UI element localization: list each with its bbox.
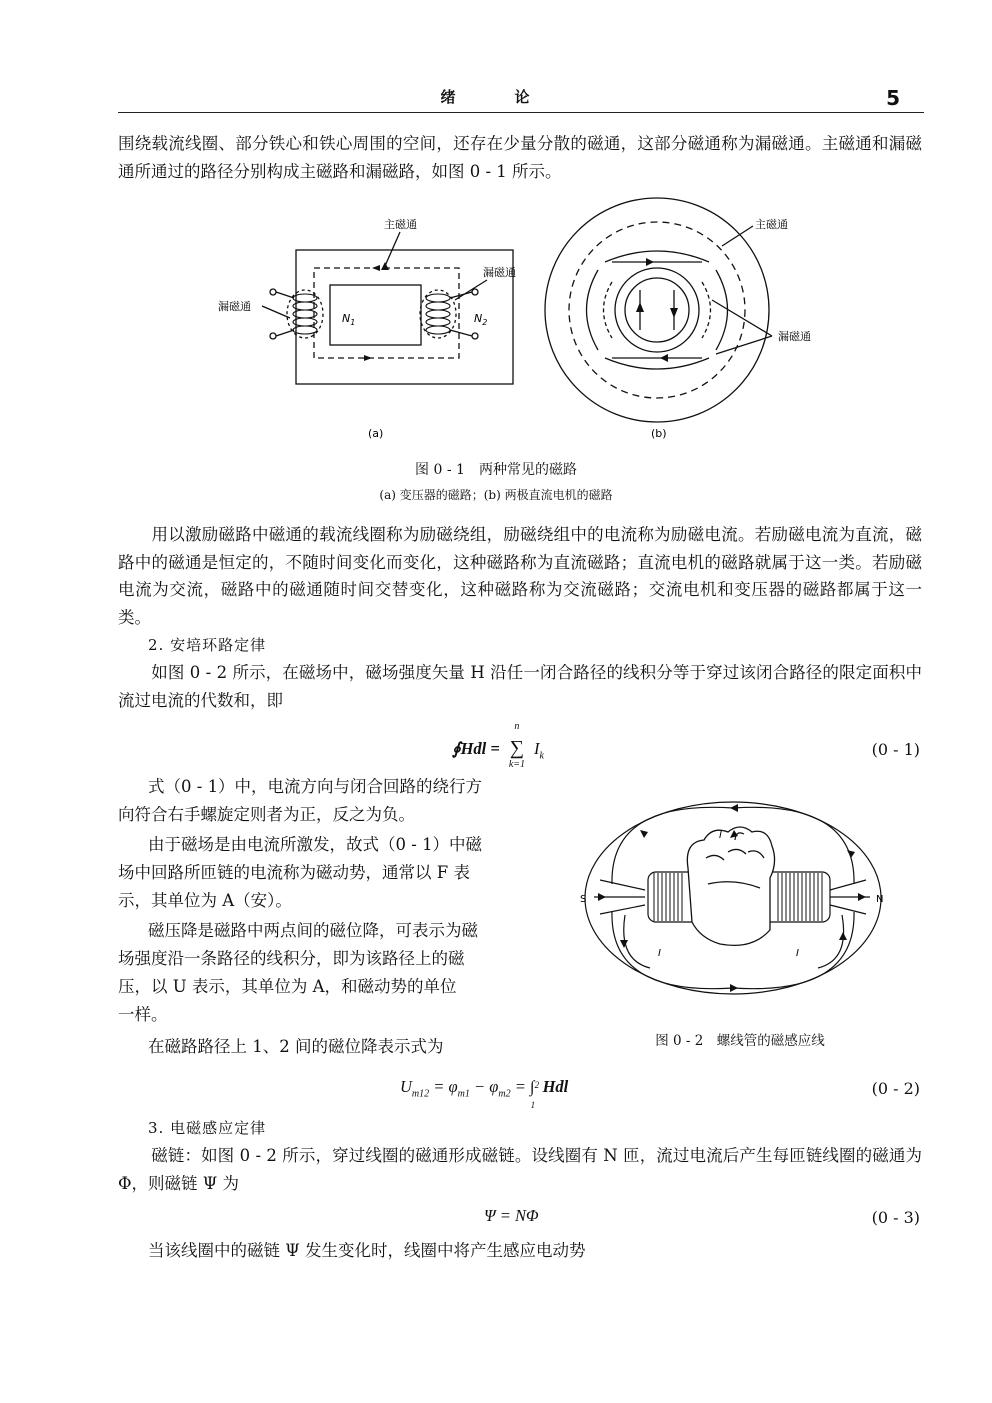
- section-2-heading: 2. 安培环路定律: [148, 636, 267, 654]
- header-rule: [118, 112, 924, 113]
- figure-0-1: [0, 205, 992, 465]
- para-7: 在磁路路径上 1、2 间的磁位降表示式为: [148, 1037, 444, 1056]
- eq1-upper: n: [514, 721, 520, 732]
- para-5-line-2: 场中回路所匝链的电流称为磁动势，通常以 F 表: [118, 863, 470, 882]
- label-n-pole: N: [876, 894, 884, 905]
- para-6-line-3: 压，以 U 表示，其单位为 A，和磁动势的单位: [118, 977, 457, 996]
- equation-0-1-number: (0 - 1): [871, 740, 920, 759]
- right-hand-icon: [687, 827, 774, 945]
- label-leak-flux-b: 漏磁通: [778, 330, 811, 343]
- eq2-upper-limit: 2: [534, 1080, 540, 1090]
- paragraph-9: 当该线圈中的磁链 Ψ 发生变化时，线圈中将产生感应电动势: [148, 1241, 586, 1260]
- equation-0-2: [400, 1077, 569, 1110]
- paragraph-8: 磁链：如图 0 - 2 所示，穿过线圈的磁通形成磁链。设线圈有 N 匝，流过电流后产生每匝链线圈的磁通为 Φ，则磁链 Ψ 为: [118, 1146, 922, 1193]
- svg-text:N1: [342, 312, 355, 327]
- eq1-lower: k=1: [508, 759, 526, 770]
- label-n2: N: [474, 312, 483, 325]
- label-s-pole: S: [580, 894, 587, 905]
- label-leak-flux-a-right: 漏磁通: [483, 266, 516, 279]
- label-main-flux-b: 主磁通: [755, 218, 788, 231]
- para-6-line-2: 场强度沿一条路径的线积分，即为该路径上的磁: [118, 949, 465, 968]
- paragraph-3: 如图 0 - 2 所示，在磁场中，磁场强度矢量 H 沿任一闭合路径的线积分等于穿过该闭合路径的限定面积中流过电流的代数和，即: [118, 663, 922, 710]
- eq1-lhs: ∮Hdl =: [452, 739, 500, 758]
- para-5-line-3: 示，其单位为 A（安）。: [118, 891, 292, 910]
- label-current-left: I: [658, 948, 661, 959]
- figure-0-2-caption: 图 0 - 2 螺线管的磁感应线: [655, 1033, 825, 1049]
- para-5-line-1: 由于磁场是由电流所激发，故式（0 - 1）中磁: [148, 835, 483, 854]
- figure-0-2: [580, 800, 920, 1020]
- transformer-core-diagram: [262, 232, 513, 384]
- subfigure-a-label: (a): [368, 427, 384, 440]
- label-leak-flux-a-left: 漏磁通: [218, 300, 251, 313]
- eq2-mid: = φ: [429, 1077, 458, 1096]
- label-n2-sub: 2: [482, 318, 488, 327]
- para-6-line-4: 一样。: [118, 1005, 168, 1024]
- section-3-heading: 3. 电磁感应定律: [148, 1119, 267, 1137]
- running-header: 绪 论: [440, 88, 552, 106]
- label-main-flux-a: 主磁通: [384, 218, 417, 231]
- dc-machine-diagram: [545, 198, 772, 422]
- para-6-line-1: 磁压降是磁路中两点间的磁位降，可表示为磁: [148, 921, 478, 940]
- figure-0-1-subcaption: (a) 变压器的磁路；(b) 两极直流电机的磁路: [379, 488, 613, 502]
- svg-text:N2: [474, 312, 487, 327]
- para-4-line-1: 式（0 - 1）中，电流方向与闭合回路的绕行方: [148, 777, 483, 796]
- equation-0-3-number: (0 - 3): [871, 1208, 920, 1227]
- eq2-tail: Hdl: [542, 1077, 569, 1096]
- eq2-sub2: m1: [457, 1088, 470, 1100]
- eq1-sum: ∑: [509, 737, 525, 759]
- eq2-sub3: m2: [498, 1088, 511, 1100]
- equation-0-3: Ψ = NΦ: [484, 1206, 539, 1225]
- para-4-line-2: 向符合右手螺旋定则者为正，反之为负。: [118, 805, 415, 824]
- eq1-rhs-sub: k: [539, 750, 544, 762]
- subfigure-b-label: (b): [651, 427, 667, 440]
- paragraph-1: 围绕载流线圈、部分铁心和铁心周围的空间，还存在少量分散的磁通，这部分磁通称为漏磁通。主磁通和漏磁通所通过的路径分别构成主磁路和漏磁路，如图 0 - 1 所示。: [118, 134, 922, 181]
- equation-0-2-number: (0 - 2): [871, 1079, 920, 1098]
- equation-0-1: [452, 721, 544, 770]
- label-current-top: I: [719, 830, 722, 841]
- label-n1: N: [342, 312, 351, 325]
- page-number: 5: [886, 86, 900, 110]
- figure-0-1-caption: 图 0 - 1 两种常见的磁路: [415, 462, 577, 478]
- paragraph-2: 用以激励磁路中磁通的载流线圈称为励磁绕组，励磁绕组中的电流称为励磁电流。若励磁电流为直流，磁路中的磁通是恒定的，不随时间变化而变化，这种磁路称为直流磁路；直流电机的磁路就属于这一类。若励磁电流为交流，磁路中的磁通随时间交替变化，这种磁路称为交流磁路；交流电机和变压器的磁路都属于这一类。: [118, 525, 922, 627]
- label-current-right: I: [796, 948, 799, 959]
- eq2-u: U: [400, 1077, 412, 1096]
- label-n1-sub: 1: [350, 318, 356, 327]
- eq2-lower-limit: 1: [530, 1100, 536, 1110]
- eq1-rhs: I: [534, 739, 540, 758]
- eq2-mid2: − φ: [469, 1077, 499, 1096]
- eq2-sub1: m12: [411, 1088, 430, 1100]
- eq2-end: = ∫: [510, 1077, 535, 1096]
